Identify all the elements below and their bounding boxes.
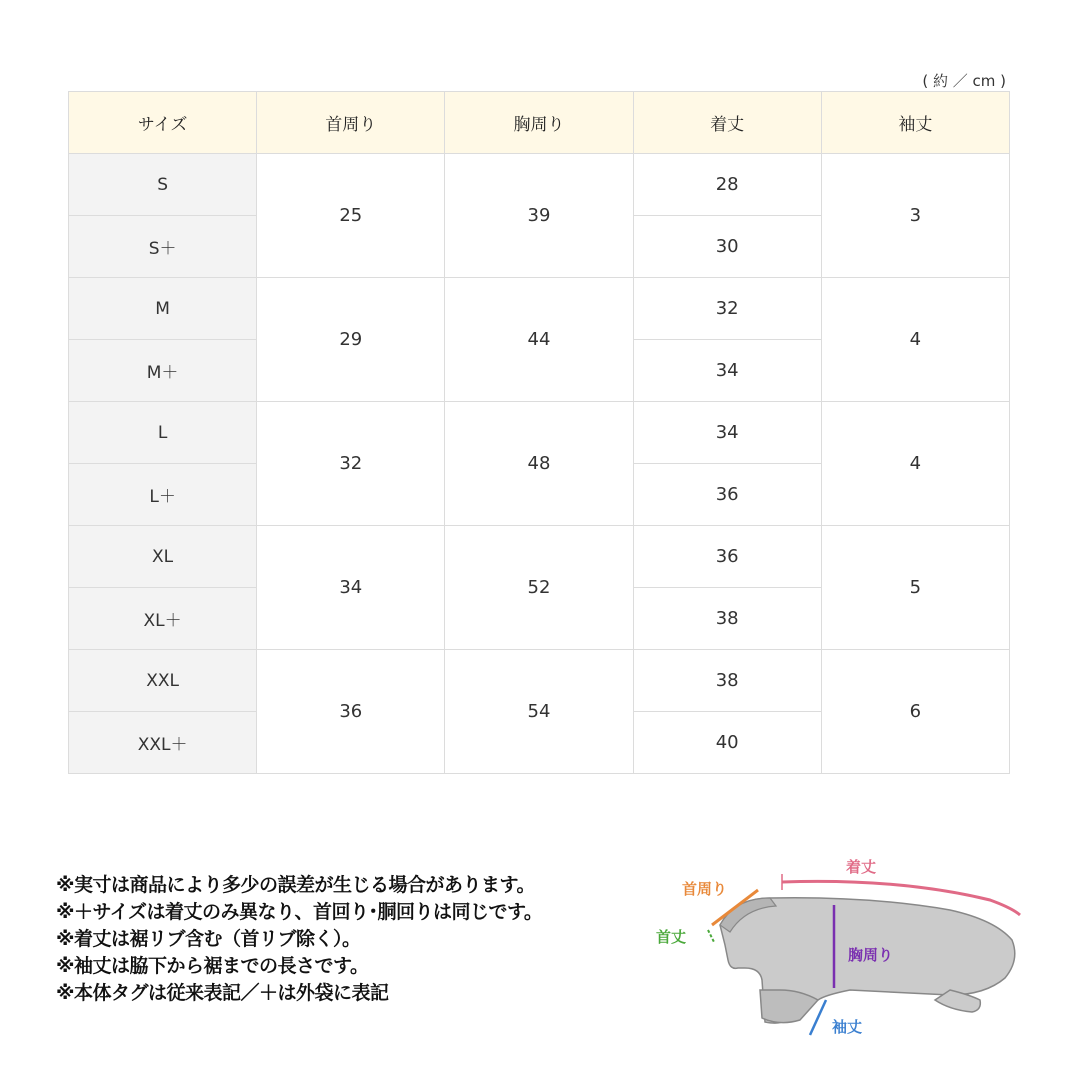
size-cell: S xyxy=(69,154,257,216)
size-cell: M＋ xyxy=(69,340,257,402)
neck-cell: 29 xyxy=(257,278,445,402)
length-cell: 38 xyxy=(633,650,821,712)
table-row xyxy=(69,650,1010,712)
size-cell: S＋ xyxy=(69,216,257,278)
header-length: 着丈 xyxy=(633,92,821,154)
unit-note: ( 約 ／ cm ) xyxy=(922,72,1006,90)
length-cell: 34 xyxy=(633,402,821,464)
header-chest: 胸周り xyxy=(445,92,633,154)
sleeve-cell: 3 xyxy=(821,154,1009,278)
garment-diagram xyxy=(650,850,1040,1050)
neck-cell: 34 xyxy=(257,526,445,650)
size-cell: M xyxy=(69,278,257,340)
length-cell: 30 xyxy=(633,216,821,278)
size-cell: L xyxy=(69,402,257,464)
chest-cell: 39 xyxy=(445,154,633,278)
chest-cell: 54 xyxy=(445,650,633,774)
note-line: ※本体タグは従来表記／＋は外袋に表記 xyxy=(56,982,389,1004)
length-cell: 32 xyxy=(633,278,821,340)
chest-cell: 52 xyxy=(445,526,633,650)
neck-cell: 32 xyxy=(257,402,445,526)
table-row xyxy=(69,402,1010,464)
header-neck: 首周り xyxy=(257,92,445,154)
size-cell: XL xyxy=(69,526,257,588)
neck-cell: 36 xyxy=(257,650,445,774)
size-cell: XXL＋ xyxy=(69,712,257,774)
table-row xyxy=(69,154,1010,216)
table-row xyxy=(69,526,1010,588)
size-cell: XL＋ xyxy=(69,588,257,650)
note-line: ※実寸は商品により多少の誤差が生じる場合があります。 xyxy=(56,874,535,896)
neck-circumference-label: 首周り xyxy=(682,880,728,898)
size-cell: L＋ xyxy=(69,464,257,526)
sleeve-cell: 4 xyxy=(821,402,1009,526)
sleeve-label: 袖丈 xyxy=(832,1018,863,1036)
chest-label: 胸周り xyxy=(848,946,894,964)
note-line: ※＋サイズは着丈のみ異なり、首回り･胴回りは同じです。 xyxy=(56,901,543,923)
neck-height-label: 首丈 xyxy=(656,928,687,946)
length-cell: 38 xyxy=(633,588,821,650)
length-cell: 40 xyxy=(633,712,821,774)
length-cell: 28 xyxy=(633,154,821,216)
chest-cell: 44 xyxy=(445,278,633,402)
sleeve-cell: 4 xyxy=(821,278,1009,402)
header-size: サイズ xyxy=(69,92,257,154)
table-row xyxy=(69,278,1010,340)
header-sleeve: 袖丈 xyxy=(821,92,1009,154)
sleeve-cell: 6 xyxy=(821,650,1009,774)
table-header-row xyxy=(69,92,1010,154)
notes-block xyxy=(56,872,542,1007)
length-cell: 34 xyxy=(633,340,821,402)
note-line: ※着丈は裾リブ含む（首リブ除く）。 xyxy=(56,928,361,950)
sleeve-cell: 5 xyxy=(821,526,1009,650)
note-line: ※袖丈は脇下から裾までの長さです。 xyxy=(56,955,369,977)
neck-cell: 25 xyxy=(257,154,445,278)
neck-height-measure-line xyxy=(708,930,714,942)
size-cell: XXL xyxy=(69,650,257,712)
chest-cell: 48 xyxy=(445,402,633,526)
length-cell: 36 xyxy=(633,526,821,588)
length-label: 着丈 xyxy=(846,858,877,876)
size-chart-table xyxy=(68,91,1010,774)
length-cell: 36 xyxy=(633,464,821,526)
